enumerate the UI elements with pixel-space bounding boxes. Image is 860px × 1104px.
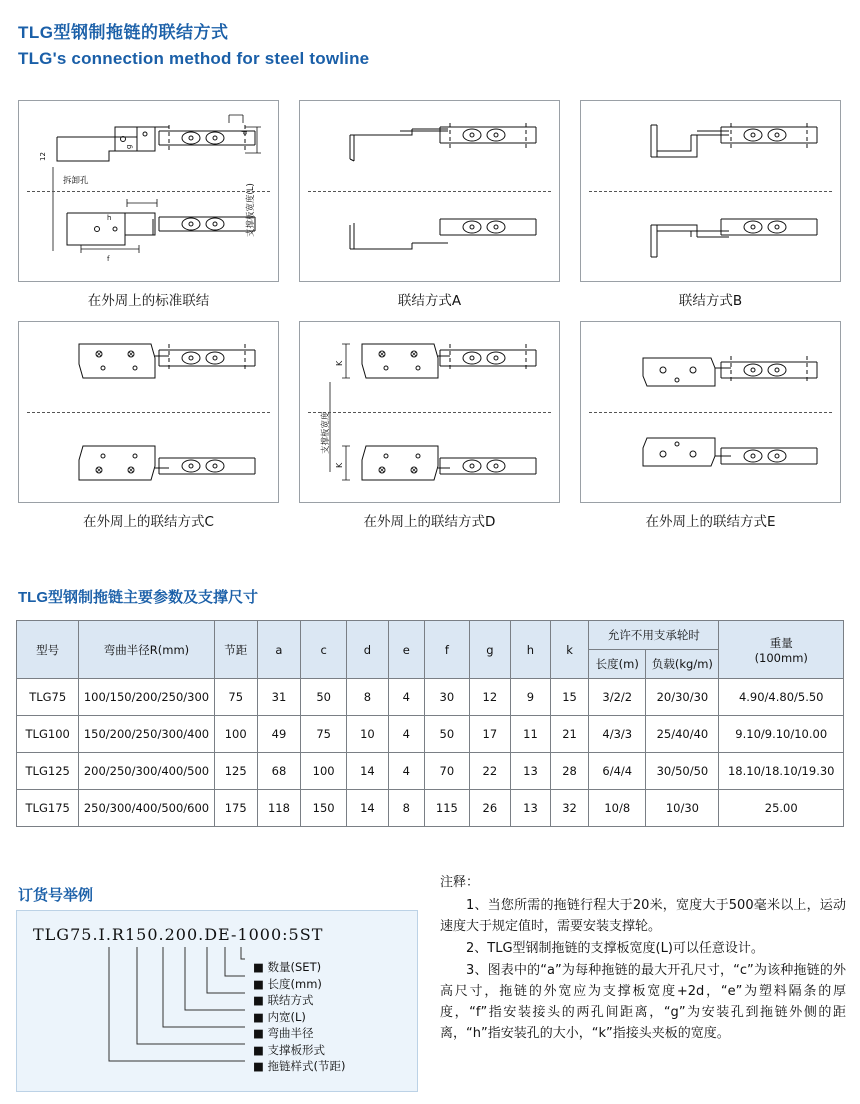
cell-pitch: 100 — [214, 716, 257, 753]
table-row — [17, 790, 844, 827]
cell-d: 8 — [347, 679, 388, 716]
cell-d: 14 — [347, 790, 388, 827]
spec-section-title: TLG型钢制拖链主要参数及支撑尺寸 — [18, 589, 258, 606]
cell-model: TLG125 — [17, 753, 79, 790]
th-length: 长度(m) — [589, 650, 646, 679]
th-radius: 弯曲半径R(mm) — [79, 621, 214, 679]
order-legend — [253, 959, 346, 1075]
figure-cell-b — [580, 100, 841, 309]
cell-length: 6/4/4 — [589, 753, 646, 790]
table-body — [17, 679, 844, 827]
table-header-row-1 — [17, 621, 844, 650]
figure-label-disassembly-hole: 拆卸孔 — [63, 176, 89, 186]
figure-grid — [18, 100, 842, 542]
cell-weight: 25.00 — [719, 790, 844, 827]
cell-a: 31 — [257, 679, 300, 716]
th-group-no-support-wheel: 允许不用支承轮时 — [589, 621, 719, 650]
cell-c: 50 — [301, 679, 347, 716]
th-f: f — [425, 621, 470, 679]
figure-caption-a: 联结方式A — [397, 293, 462, 309]
cell-d: 10 — [347, 716, 388, 753]
figure-standard-drawing — [18, 100, 279, 282]
center-dashed-line — [589, 412, 832, 413]
th-weight-line2: (100mm) — [754, 650, 808, 665]
cell-load: 20/30/30 — [646, 679, 719, 716]
cell-model: TLG175 — [17, 790, 79, 827]
figure-cell-a — [299, 100, 560, 309]
center-dashed-line — [27, 191, 270, 192]
th-pitch: 节距 — [214, 621, 257, 679]
cell-length: 10/8 — [589, 790, 646, 827]
page-title-cn: TLG型钢制拖链的联结方式 — [18, 23, 229, 42]
cell-h: 13 — [511, 790, 551, 827]
th-g: g — [469, 621, 510, 679]
th-k: k — [550, 621, 588, 679]
figure-caption-standard: 在外周上的标准联结 — [87, 293, 210, 309]
figure-label-support-width: 支撑板宽度(L) — [246, 183, 256, 237]
figure-label-12: 12 — [39, 152, 47, 161]
cell-f: 115 — [425, 790, 470, 827]
cell-load: 10/30 — [646, 790, 719, 827]
cell-h: 13 — [511, 753, 551, 790]
legend-item-inner-width: ■ 内宽(L) — [253, 1009, 306, 1024]
th-load: 负载(kg/m) — [646, 650, 719, 679]
figure-label-g: g — [125, 144, 133, 149]
figure-cell-standard — [18, 100, 279, 309]
cell-e: 4 — [388, 716, 424, 753]
figure-caption-b: 联结方式B — [678, 293, 743, 309]
order-section-title: 订货号举例 — [18, 887, 94, 904]
cell-length: 3/2/2 — [589, 679, 646, 716]
cell-a: 118 — [257, 790, 300, 827]
cell-d: 14 — [347, 753, 388, 790]
cell-model: TLG75 — [17, 679, 79, 716]
cell-weight: 18.10/18.10/19.30 — [719, 753, 844, 790]
cell-c: 100 — [301, 753, 347, 790]
legend-item-chain-style: ■ 拖链样式(节距) — [253, 1059, 346, 1073]
spec-table — [16, 620, 844, 827]
cell-h: 9 — [511, 679, 551, 716]
page-title-en: TLG's connection method for steel towline — [18, 49, 370, 68]
cell-f: 50 — [425, 716, 470, 753]
th-weight-line1: 重量 — [769, 635, 793, 650]
note-item-3: 3、图表中的“a”为每种拖链的最大开孔尺寸，“c”为该种拖链的外高尺寸，拖链的外宽应为支撑板宽度+2d，“e”为塑料隔条的厚度，“f”指安装接头的两孔间距离，“g”为安装孔到拖链外侧的距离，“h”指安装孔的大小，“k”指接头夹板的宽度。 — [440, 963, 846, 1041]
figure-label-k-top: K — [335, 360, 344, 366]
cell-k: 32 — [550, 790, 588, 827]
cell-c: 75 — [301, 716, 347, 753]
cell-c: 150 — [301, 790, 347, 827]
figure-cell-e — [580, 321, 841, 530]
figure-caption-c: 在外周上的联结方式C — [83, 514, 214, 530]
table-row — [17, 716, 844, 753]
figure-e-drawing — [580, 321, 841, 503]
th-a: a — [257, 621, 300, 679]
cell-f: 70 — [425, 753, 470, 790]
figure-row-2 — [18, 321, 842, 530]
th-d: d — [347, 621, 388, 679]
legend-item-connection-method: ■ 联结方式 — [253, 993, 314, 1007]
figure-label-h: h — [107, 214, 112, 222]
note-item-1: 1、当您所需的拖链行程大于20米，宽度大于500毫米以上，运动速度大于规定值时，需要安装支撑轮。 — [440, 898, 846, 934]
figure-caption-d: 在外周上的联结方式D — [363, 514, 496, 530]
note-item-2: 2、TLG型钢制拖链的支撑板宽度(L)可以任意设计。 — [466, 941, 764, 956]
figure-c-drawing — [18, 321, 279, 503]
center-dashed-line — [589, 191, 832, 192]
th-weight — [719, 621, 844, 679]
cell-e: 4 — [388, 753, 424, 790]
cell-load: 30/50/50 — [646, 753, 719, 790]
notes-block — [440, 872, 846, 1045]
cell-model: TLG100 — [17, 716, 79, 753]
cell-g: 17 — [469, 716, 510, 753]
legend-item-support-plate-type: ■ 支撑板形式 — [253, 1042, 326, 1057]
figure-label-f: f — [107, 255, 110, 263]
cell-k: 15 — [550, 679, 588, 716]
center-dashed-line — [308, 412, 551, 413]
cell-h: 11 — [511, 716, 551, 753]
cell-a: 68 — [257, 753, 300, 790]
figure-d-drawing — [299, 321, 560, 503]
legend-item-quantity: ■ 数量(SET) — [253, 960, 322, 974]
figure-caption-e: 在外周上的联结方式E — [645, 514, 776, 530]
cell-load: 25/40/40 — [646, 716, 719, 753]
figure-label-d: d — [241, 130, 249, 135]
order-code-text: TLG75.I.R150.200.DE-1000:5ST — [33, 925, 324, 944]
cell-radius: 250/300/400/500/600 — [79, 790, 214, 827]
cell-e: 4 — [388, 679, 424, 716]
cell-pitch: 175 — [214, 790, 257, 827]
figure-row-1 — [18, 100, 842, 309]
legend-item-length: ■ 长度(mm) — [253, 976, 322, 991]
cell-e: 8 — [388, 790, 424, 827]
cell-f: 30 — [425, 679, 470, 716]
figure-label-support-width-d: 支撑板宽度 — [321, 411, 331, 454]
center-dashed-line — [308, 191, 551, 192]
th-model: 型号 — [17, 621, 79, 679]
cell-radius: 100/150/200/250/300 — [79, 679, 214, 716]
th-h: h — [511, 621, 551, 679]
figure-cell-d — [299, 321, 560, 530]
cell-length: 4/3/3 — [589, 716, 646, 753]
figure-a-drawing — [299, 100, 560, 282]
th-c: c — [301, 621, 347, 679]
cell-g: 22 — [469, 753, 510, 790]
figure-label-k-bottom: K — [335, 462, 344, 468]
cell-a: 49 — [257, 716, 300, 753]
cell-radius: 150/200/250/300/400 — [79, 716, 214, 753]
cell-pitch: 125 — [214, 753, 257, 790]
figure-cell-c — [18, 321, 279, 530]
order-example-box — [16, 910, 418, 1092]
cell-pitch: 75 — [214, 679, 257, 716]
cell-weight: 9.10/9.10/10.00 — [719, 716, 844, 753]
th-e: e — [388, 621, 424, 679]
cell-k: 28 — [550, 753, 588, 790]
legend-item-bend-radius: ■ 弯曲半径 — [253, 1026, 314, 1040]
notes-title: 注释： — [440, 875, 480, 890]
figure-b-drawing — [580, 100, 841, 282]
cell-radius: 200/250/300/400/500 — [79, 753, 214, 790]
table-row — [17, 753, 844, 790]
center-dashed-line — [27, 412, 270, 413]
cell-weight: 4.90/4.80/5.50 — [719, 679, 844, 716]
cell-k: 21 — [550, 716, 588, 753]
cell-g: 12 — [469, 679, 510, 716]
table-row — [17, 679, 844, 716]
cell-g: 26 — [469, 790, 510, 827]
